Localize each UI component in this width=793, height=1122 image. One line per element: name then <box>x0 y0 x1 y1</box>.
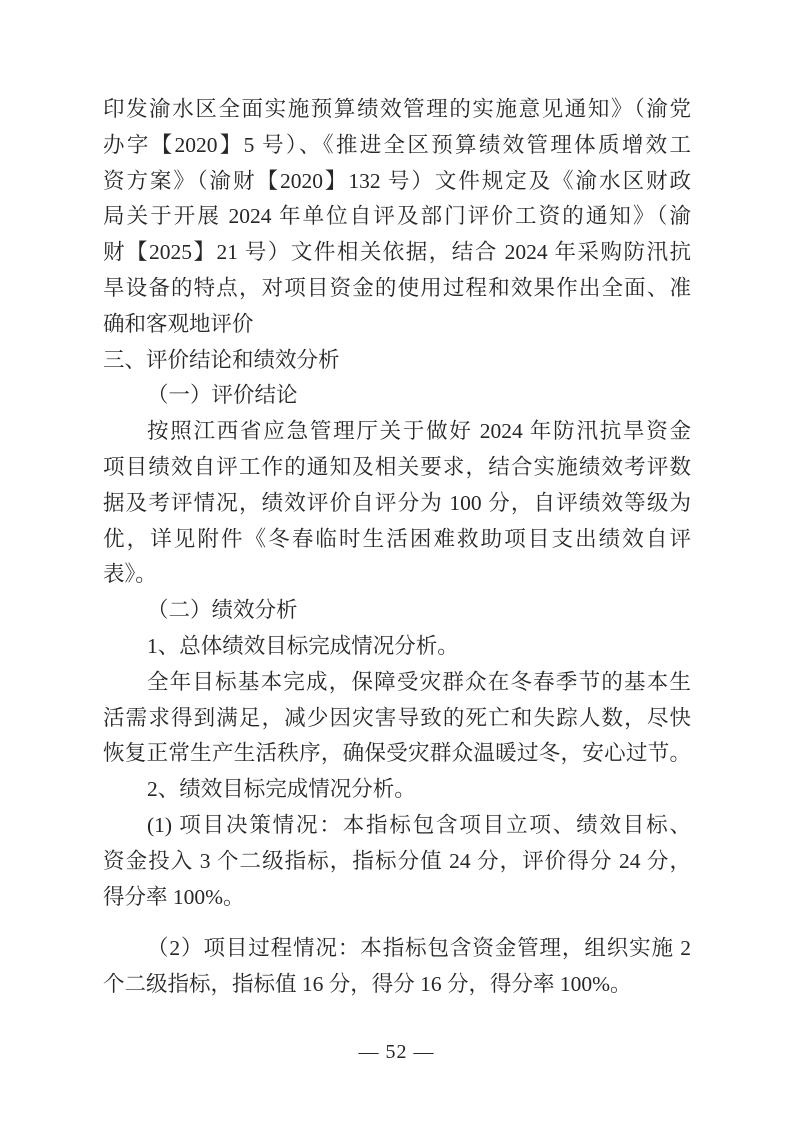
text-line: 确和客观地评价 <box>103 311 254 336</box>
page-number: — 52 — <box>358 1041 435 1063</box>
text-line: 局关于开展 2024 年单位自评及部门评价工资的通知》（渝 <box>103 204 691 229</box>
text-line: 据及考评情况，绩效评价自评分为 100 分，自评绩效等级为 <box>103 490 691 515</box>
text-line: 旱设备的特点，对项目资金的使用过程和效果作出全面、准 <box>103 275 691 300</box>
text-line: 按照江西省应急管理厅关于做好 2024 年防汛抗旱资金 <box>147 419 691 444</box>
text-line: 个二级指标，指标值 16 分，得分 16 分，得分率 100%。 <box>103 972 632 997</box>
text-line: 资方案》（渝财【2020】132 号）文件规定及《渝水区财政 <box>103 168 691 193</box>
text-line: 优，详见附件《冬春临时生活困难救助项目支出绩效自评 <box>103 526 691 551</box>
text-line: 表》。 <box>103 562 157 587</box>
text-line: 得分率 100%。 <box>103 884 245 909</box>
text-line: 项目绩效自评工作的通知及相关要求，结合实施绩效考评数 <box>103 454 691 479</box>
page-footer <box>0 1038 793 1066</box>
text-line: 财【2025】21 号）文件相关依据，结合 2024 年采购防汛抗 <box>103 240 691 265</box>
text-line: 1、总体绩效目标完成情况分析。 <box>147 633 459 658</box>
text-line: 全年目标基本完成，保障受灾群众在冬春季节的基本生 <box>147 669 691 694</box>
text-line: 资金投入 3 个二级指标，指标分值 24 分，评价得分 24 分， <box>103 848 691 873</box>
text-line: 恢复正常生产生活秩序，确保受灾群众温暖过冬，安心过节。 <box>103 741 691 766</box>
text-line: 2、绩效目标完成情况分析。 <box>147 777 416 802</box>
text-line: 办字【2020】5 号）、《推进全区预算绩效管理体质增效工 <box>103 132 691 157</box>
text-line: （二）绩效分析 <box>147 598 298 623</box>
text-line: 三、评价结论和绩效分析 <box>103 347 340 372</box>
text-line: （2）项目过程情况：本指标包含资金管理，组织实施 2 <box>147 936 691 961</box>
text-line: （一）评价结论 <box>147 383 298 408</box>
document-body <box>103 92 691 1003</box>
text-line: 印发渝水区全面实施预算绩效管理的实施意见通知》（渝党 <box>103 97 691 121</box>
text-line: 活需求得到满足，减少因灾害导致的死亡和失踪人数，尽快 <box>103 705 691 730</box>
text-line: (1) 项目决策情况：本指标包含项目立项、绩效目标、 <box>147 812 691 837</box>
